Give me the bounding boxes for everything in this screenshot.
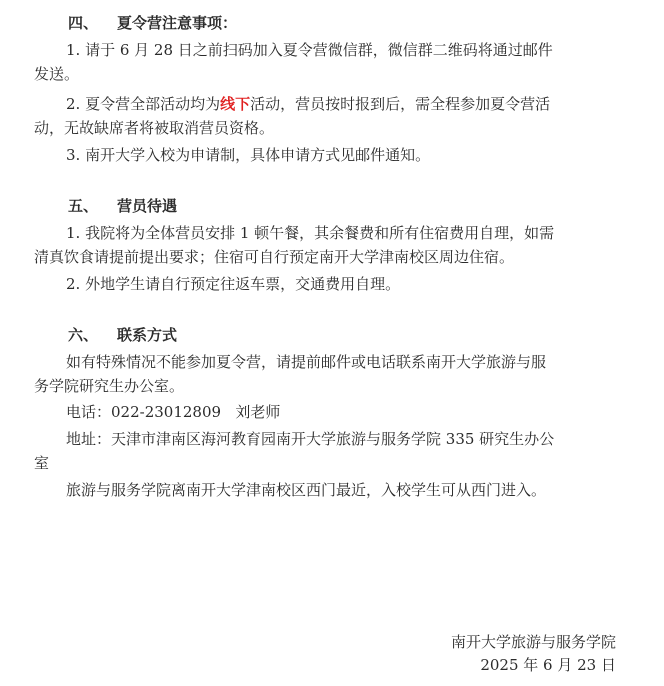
section-6-heading [0, 325, 664, 345]
section-5-heading [0, 196, 664, 216]
section-5-title: 营员待遇 [117, 197, 178, 215]
west-gate-note: 旅游与服务学院离南开大学津南校区西门最近，入校学生可从西门进入。 [66, 481, 547, 499]
offline-highlight: 线下 [220, 95, 251, 113]
section-4-title: 夏令营注意事项： [117, 14, 238, 32]
contact-phone: 电话：022-23012809 刘老师 [66, 403, 281, 421]
signature-org: 南开大学旅游与服务学院 [450, 633, 616, 651]
section-6-number: 六、 [68, 326, 99, 344]
section-5-item-2: 2. 外地学生请自行预定往返车票，交通费用自理。 [66, 275, 401, 293]
section-4-item-2-line-1 [0, 94, 664, 114]
section-4-number: 四、 [68, 14, 99, 32]
address-line-2: 室 [34, 454, 50, 472]
section-6-para-1-line-1: 如有特殊情况不能参加夏令营，请提前邮件或电话联系南开大学旅游与服 [66, 353, 547, 371]
section-5-item-1-line-1: 1. 我院将为全体营员安排 1 顿午餐，其余餐费和所有住宿费用自理，如需 [66, 224, 555, 242]
section-6-title: 联系方式 [117, 326, 178, 344]
section-5-item-1-line-2: 清真饮食请提前提出要求；住宿可自行预定南开大学津南校区周边住宿。 [34, 248, 515, 266]
section-4-item-1-line-2: 发送。 [34, 65, 80, 83]
section-4-item-3: 3. 南开大学入校为申请制，具体申请方式见邮件通知。 [66, 146, 431, 164]
section-5-number: 五、 [68, 197, 99, 215]
section-4-item-2-line-2: 动，无故缺席者将被取消营员资格。 [34, 119, 275, 137]
section-4-item-2-prefix: 2. 夏令营全部活动均为 [66, 95, 221, 113]
signature-date: 2025 年 6 月 23 日 [480, 656, 616, 674]
section-4-item-1-line-1: 1. 请于 6 月 28 日之前扫码加入夏令营微信群，微信群二维码将通过邮件 [66, 41, 553, 59]
section-4-item-2-suffix: 活动，营员按时报到后，需全程参加夏令营活 [250, 95, 551, 113]
section-4-heading [0, 13, 664, 33]
section-6-para-1-line-2: 务学院研究生办公室。 [34, 377, 185, 395]
address-line-1: 地址：天津市津南区海河教育园南开大学旅游与服务学院 335 研究生办公 [66, 430, 555, 448]
